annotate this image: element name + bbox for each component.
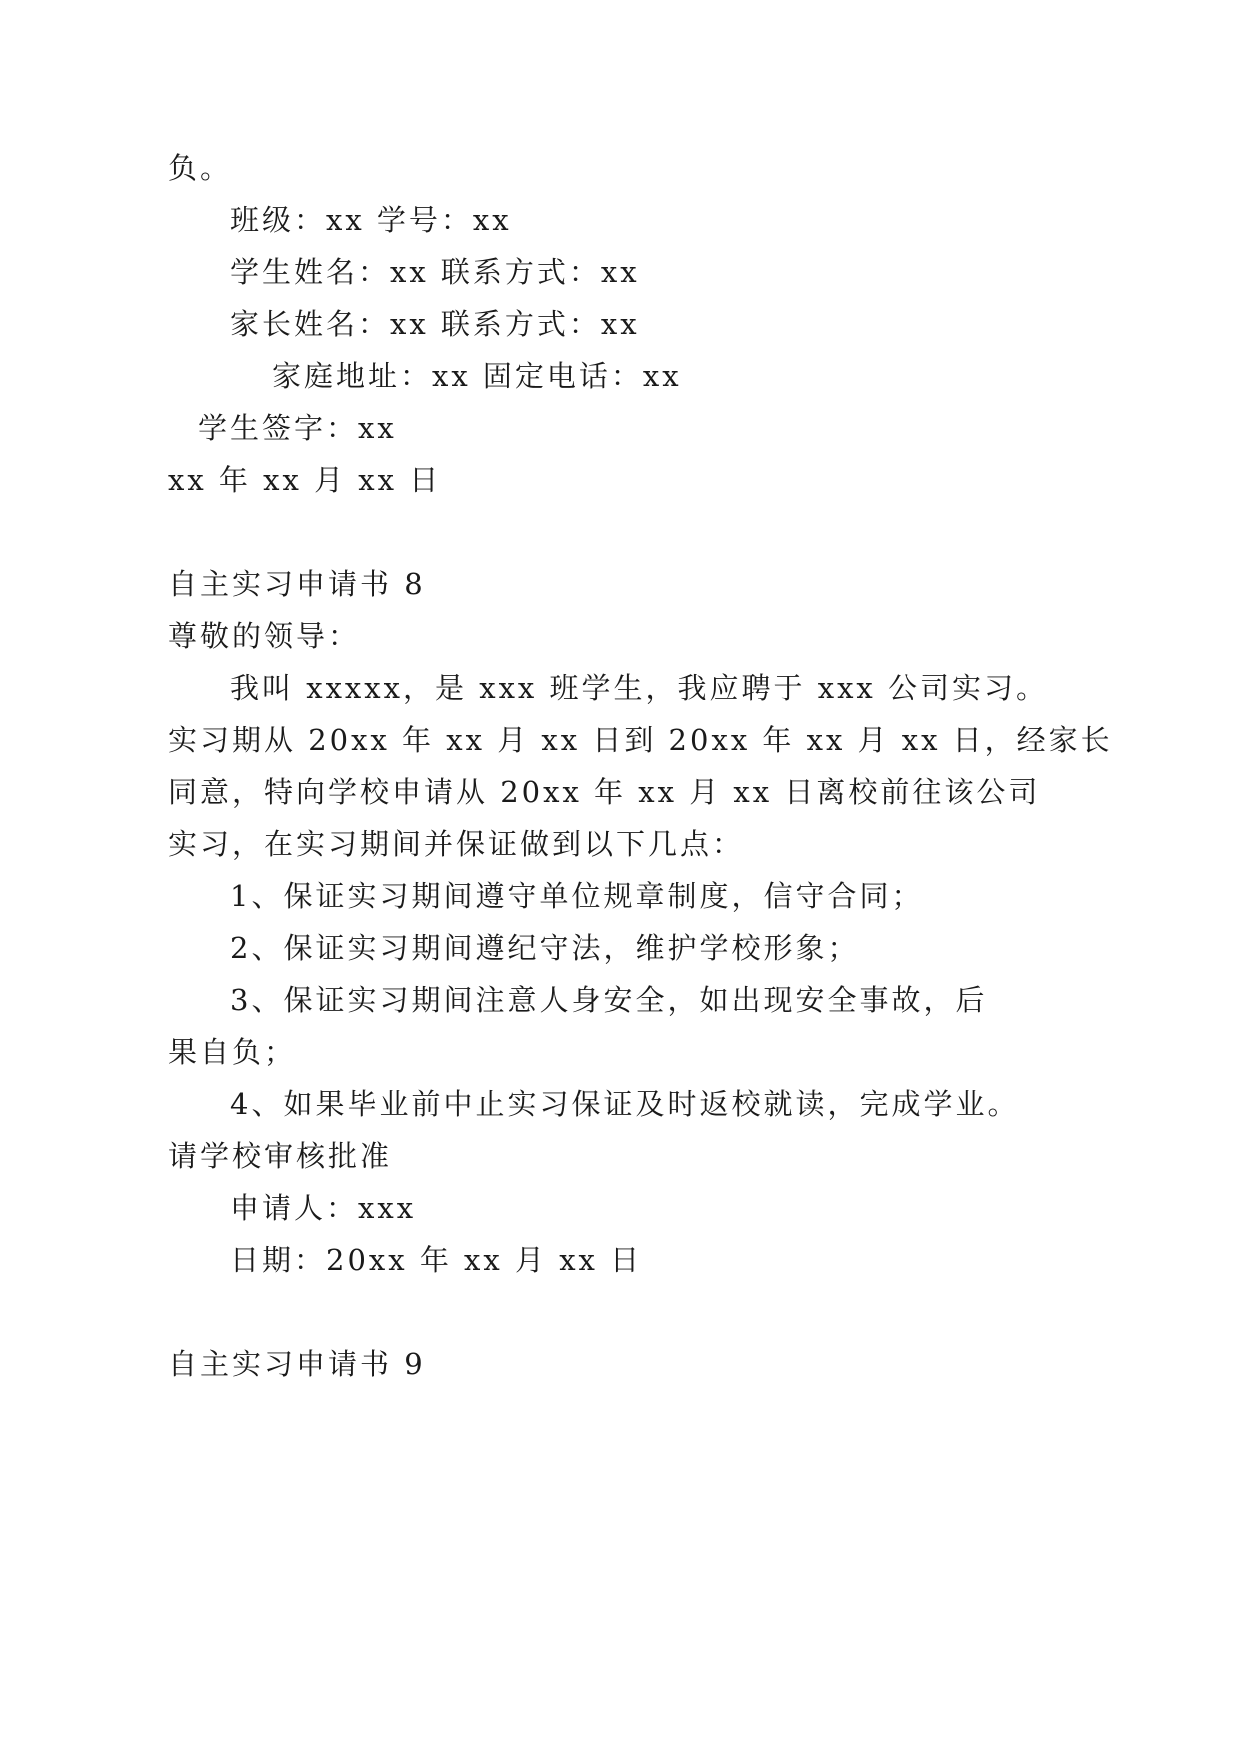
text-line: 家长姓名：xx 联系方式：xx [230, 307, 640, 341]
text-line: 家庭地址：xx 固定电话：xx [272, 359, 682, 393]
applicant-line: 申请人：xxx [230, 1191, 417, 1225]
text-line: 负。 [168, 151, 233, 185]
text-line: 学生姓名：xx 联系方式：xx [230, 255, 640, 289]
paragraph-line: 实习期从 20xx 年 xx 月 xx 日到 20xx 年 xx 月 xx 日，经家长 [168, 723, 1113, 757]
list-item: 1、保证实习期间遵守单位规章制度，信守合同； [230, 879, 924, 913]
date-line: 日期：20xx 年 xx 月 xx 日 [230, 1243, 643, 1277]
section-title: 自主实习申请书 9 [168, 1347, 426, 1381]
salutation: 尊敬的领导： [168, 619, 361, 653]
paragraph-line: 同意，特向学校申请从 20xx 年 xx 月 xx 日离校前往该公司 [168, 775, 1041, 809]
list-item: 2、保证实习期间遵纪守法，维护学校形象； [230, 931, 860, 965]
text-line: 学生签字：xx [198, 411, 397, 445]
list-item: 3、保证实习期间注意人身安全，如出现安全事故，后 [230, 983, 988, 1017]
list-item: 4、如果毕业前中止实习保证及时返校就读，完成学业。 [230, 1087, 1020, 1121]
text-line: 班级：xx 学号：xx [230, 203, 512, 237]
paragraph-line: 实习，在实习期间并保证做到以下几点： [168, 827, 745, 861]
paragraph-line: 我叫 xxxxx，是 xxx 班学生，我应聘于 xxx 公司实习。 [230, 671, 1048, 705]
closing-line: 请学校审核批准 [168, 1139, 393, 1173]
section-title: 自主实习申请书 8 [168, 567, 426, 601]
list-item-continuation: 果自负； [168, 1035, 297, 1069]
date-line: xx 年 xx 月 xx 日 [168, 463, 442, 497]
